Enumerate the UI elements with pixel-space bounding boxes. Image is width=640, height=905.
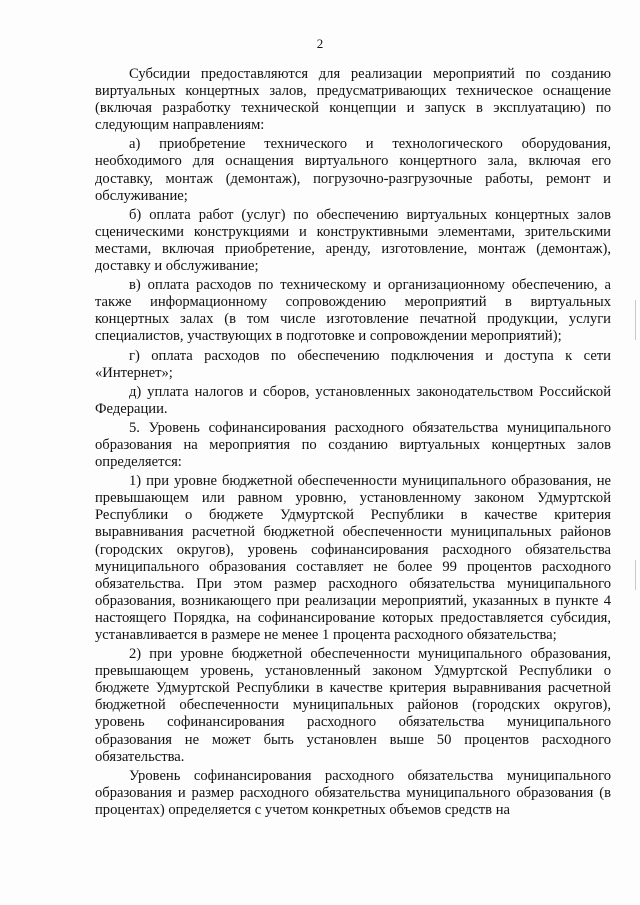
paragraph-cofinancing-level: Уровень софинансирования расходного обязательства муниципального образования и размер расходного обязательства муниципального образования (в процентах) определяется с учетом конкретных объемов средств на	[95, 767, 611, 818]
document-body	[95, 66, 611, 819]
paragraph-subsidy-intro: Субсидии предоставляются для реализации мероприятий по созданию виртуальных концертных залов, предусматривающих техническое оснащение (включая разработку технической концепции и запуск в эксплуатацию) по следующим направлениям:	[95, 66, 611, 134]
paragraph-item-d: д) уплата налогов и сборов, установленных законодательством Российской Федерации.	[95, 383, 611, 417]
scan-edge-mark	[635, 300, 636, 340]
paragraph-item-b: б) оплата работ (услуг) по обеспечению виртуальных концертных залов сценическими конструкциями и конструктивными элементами, зрительскими местами, включая приобретение, аренду, изготовление, монтаж (демонтаж), доставку и обслуживание;	[95, 206, 611, 275]
scan-edge-mark	[635, 560, 636, 590]
paragraph-section-5: 5. Уровень софинансирования расходного обязательства муниципального образования на мероприятия по созданию виртуальных концертных залов определяется:	[95, 419, 611, 471]
paragraph-item-a: а) приобретение технического и технологического оборудования, необходимого для оснащения виртуального концертного зала, включая его доставку, монтаж (демонтаж), погрузочно-разгрузочные работы, ремонт и обслуживание;	[95, 136, 611, 204]
paragraph-section-5-item-2: 2) при уровне бюджетной обеспеченности муниципального образования, превышающем уровень, установленный законом Удмуртской Республики о бюджете Удмуртской Республики в качестве критерия выравнивания расчетной бюджетной обеспеченности муниципальных районов (городских округов), уровень софинансирования расходного обязательства муниципального образования не может быть установлен выше 50 процентов расходного обязательства.	[95, 646, 611, 765]
paragraph-section-5-item-1: 1) при уровне бюджетной обеспеченности муниципального образования, не превышающем или равном уровню, установленному законом Удмуртской Республики о бюджете Удмуртской Республики в качестве критерия выравнивания расчетной бюджетной обеспеченности муниципальных районов (городских округов), уровень софинансирования расходного обязательства муниципального образования составляет не более 99 процентов расходного обязательства. При этом размер расходного обязательства муниципального образования, возникающего при реализации мероприятий, указанных в пункте 4 настоящего Порядка, на софинансирование которых предоставляется субсидия, устанавливается в размере не менее 1 процента расходного обязательства;	[95, 473, 611, 643]
paragraph-item-v: в) оплата расходов по техническому и организационному обеспечению, а также информационному сопровождению мероприятий в виртуальных концертных залах (в том числе изготовление печатной продукции, услуги специалистов, участвующих в подготовке и сопровождении мероприятий);	[95, 277, 611, 345]
page-number: 2	[316, 36, 324, 51]
paragraph-item-g: г) оплата расходов по обеспечению подключения и доступа к сети «Интернет»;	[95, 347, 611, 381]
